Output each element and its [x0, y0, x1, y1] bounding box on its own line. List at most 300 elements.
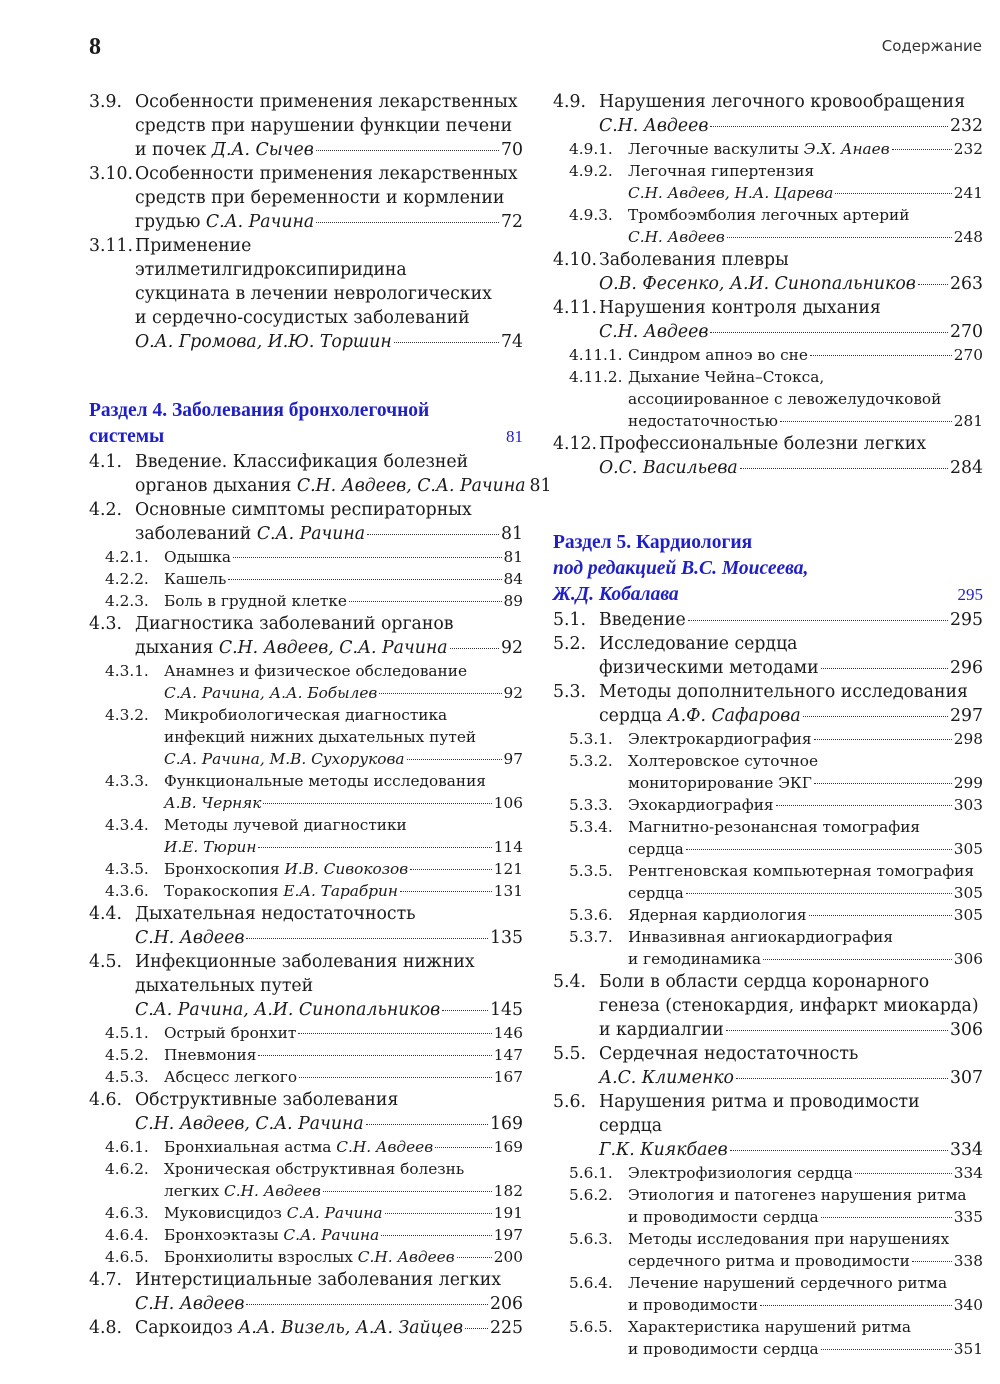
entry-number: 4.2.1. [105, 548, 149, 566]
dot-leader [803, 716, 948, 717]
dot-leader [730, 1150, 948, 1151]
toc-entry[interactable] [89, 1246, 523, 1268]
entry-page-number: 284 [950, 458, 983, 478]
entry-title-line: Диагностика заболеваний органов [135, 614, 454, 634]
dot-leader [379, 693, 501, 694]
entry-author: С.Н. Авдеев [336, 1138, 434, 1156]
toc-entry[interactable] [553, 794, 983, 816]
entry-title-line: Особенности применения лекарственных [135, 92, 518, 112]
toc-group [553, 608, 983, 1360]
dot-leader [892, 149, 952, 150]
entry-title: мониторирование ЭКГ [628, 774, 812, 792]
entry-number: 4.6.3. [105, 1204, 149, 1222]
toc-entry[interactable] [553, 1184, 983, 1228]
toc-entry[interactable] [89, 1158, 523, 1202]
entry-page-number: 281 [953, 412, 983, 430]
entry-title: и проводимости сердца [628, 1340, 819, 1358]
entry-page-number: 167 [493, 1068, 523, 1086]
toc-group [553, 90, 983, 480]
entry-page-number: 81 [529, 476, 552, 496]
dot-leader [407, 759, 502, 760]
entry-number: 5.3.7. [569, 928, 613, 946]
entry-title-line: Микробиологическая диагностика [164, 706, 448, 724]
toc-group [89, 450, 552, 1340]
entry-author: С.Н. Авдеев, С.А. Рачина [218, 638, 448, 658]
entry-title-line: Рентгеновская компьютерная томография [628, 862, 975, 880]
section-title-line: Раздел 4. Заболевания бронхолегочной [89, 400, 430, 421]
dot-leader [776, 805, 952, 806]
entry-number: 4.6.5. [105, 1248, 149, 1266]
entry-title: Пневмония [164, 1046, 257, 1064]
entry-page-number: 307 [950, 1068, 983, 1088]
toc-entry[interactable] [89, 498, 523, 546]
entry-title-line: Особенности применения лекарственных [135, 164, 518, 184]
entry-title: Легочные васкулиты [628, 140, 804, 158]
entry-title: сердца [599, 706, 668, 726]
entry-page-number: 84 [503, 570, 523, 588]
entry-page-number: 146 [493, 1024, 523, 1042]
entry-number: 3.10. [89, 164, 133, 184]
toc-entry[interactable] [89, 1136, 523, 1158]
entry-number: 5.3.5. [569, 862, 613, 880]
entry-page-number: 305 [953, 840, 983, 858]
entry-page-number: 197 [493, 1226, 523, 1244]
entry-title-line: Хроническая обструктивная болезнь [164, 1160, 465, 1178]
toc-entry[interactable] [553, 160, 983, 204]
toc-entry[interactable] [89, 950, 523, 1022]
entry-title-line: ассоциированное с левожелудочковой [628, 390, 942, 408]
entry-page-number: 225 [490, 1318, 523, 1338]
toc-entry[interactable] [553, 608, 983, 632]
entry-number: 4.5.2. [105, 1046, 149, 1064]
entry-title: Бронхоэктазы [164, 1226, 284, 1244]
dot-leader [821, 1349, 952, 1350]
entry-title-line: Интерстициальные заболевания легких [135, 1270, 502, 1290]
entry-number: 4.2.3. [105, 592, 149, 610]
toc-column-left [89, 90, 552, 1340]
entry-author: А.А. Визель, А.А. Зайцев [238, 1318, 464, 1338]
entry-author: С.Н. Авдеев [135, 1294, 245, 1314]
toc-entry[interactable] [553, 728, 983, 750]
entry-page-number: 145 [490, 1000, 523, 1020]
toc-entry[interactable] [89, 546, 523, 568]
entry-page-number: 182 [493, 1182, 523, 1200]
entry-title-line: генеза (стенокардия, инфаркт миокарда) [599, 996, 979, 1016]
dot-leader [323, 1191, 492, 1192]
entry-title: Кашель [164, 570, 227, 588]
dot-leader [450, 648, 499, 649]
entry-author: О.В. Фесенко, А.И. Синопальников [599, 274, 916, 294]
entry-number: 4.6. [89, 1090, 122, 1110]
toc-entry[interactable] [89, 880, 523, 902]
dot-leader [740, 468, 948, 469]
entry-title: грудью [135, 212, 206, 232]
entry-number: 4.5. [89, 952, 122, 972]
entry-page-number: 296 [950, 658, 983, 678]
entry-author: А.Ф. Сафарова [667, 706, 801, 726]
dot-leader [298, 1033, 492, 1034]
entry-page-number: 106 [493, 794, 523, 812]
entry-page-number: 340 [953, 1296, 983, 1314]
section-heading-4[interactable] [89, 398, 523, 450]
dot-leader [263, 803, 491, 804]
entry-title: сердца [628, 840, 684, 858]
dot-leader [821, 1217, 952, 1218]
page-number: 8 [89, 34, 101, 60]
entry-title-line: Нарушения контроля дыхания [599, 298, 881, 318]
toc-entry[interactable] [553, 296, 983, 344]
entry-author: С.Н. Авдеев [357, 1248, 455, 1266]
entry-page-number: 270 [950, 322, 983, 342]
entry-title: сердца [628, 884, 684, 902]
entry-number: 4.9.3. [569, 206, 613, 224]
dot-leader [246, 938, 488, 939]
entry-number: 4.9. [553, 92, 586, 112]
entry-title: и проводимости [628, 1296, 759, 1314]
entry-title: Боль в грудной клетке [164, 592, 347, 610]
entry-author: Э.Х. Анаев [803, 140, 890, 158]
entry-number: 4.5.3. [105, 1068, 149, 1086]
entry-number: 5.6.3. [569, 1230, 613, 1248]
entry-page-number: 232 [950, 116, 983, 136]
dot-leader [810, 355, 952, 356]
entry-author: С.А. Рачина, М.В. Сухорукова [164, 750, 405, 768]
toc-entry[interactable] [553, 1162, 983, 1184]
dot-leader [710, 126, 948, 127]
entry-page-number: 191 [493, 1204, 523, 1222]
entry-author: С.Н. Авдеев, С.А. Рачина [135, 1114, 364, 1134]
entry-page-number: 351 [953, 1340, 983, 1358]
entry-author: С.Н. Авдеев, С.А. Рачина [296, 476, 526, 496]
dot-leader [763, 959, 952, 960]
entry-page-number: 72 [501, 212, 523, 232]
entry-number: 4.6.1. [105, 1138, 149, 1156]
entry-number: 4.3.2. [105, 706, 149, 724]
entry-title: Эхокардиография [628, 796, 774, 814]
entry-title: Саркоидоз [135, 1318, 239, 1338]
entry-title: Муковисцидоз [164, 1204, 287, 1222]
dot-leader [246, 1304, 488, 1305]
entry-page-number: 135 [490, 928, 523, 948]
dot-leader [258, 847, 491, 848]
entry-page-number: 334 [953, 1164, 983, 1182]
entry-page-number: 70 [501, 140, 523, 160]
entry-number: 4.1. [89, 452, 122, 472]
entry-title: и кардиалгии [599, 1020, 724, 1040]
entry-number: 4.5.1. [105, 1024, 149, 1042]
entry-page-number: 305 [953, 906, 983, 924]
entry-page-number: 147 [493, 1046, 523, 1064]
section-heading-5[interactable] [553, 530, 983, 608]
entry-number: 5.6.1. [569, 1164, 613, 1182]
entry-title-line: Методы лучевой диагностики [164, 816, 407, 834]
toc-entry[interactable] [89, 162, 523, 234]
toc-entry[interactable] [553, 970, 983, 1042]
toc-entry[interactable] [89, 1022, 523, 1044]
entry-page-number: 306 [953, 950, 983, 968]
toc-entry[interactable] [553, 860, 983, 904]
entry-title: органов дыхания [135, 476, 297, 496]
entry-page-number: 81 [501, 524, 523, 544]
entry-title: Электрофизиология сердца [628, 1164, 853, 1182]
toc-entry[interactable] [553, 926, 983, 970]
toc-entry[interactable] [89, 1316, 523, 1340]
entry-title-line: Основные симптомы респираторных [135, 500, 472, 520]
entry-title-line: Обструктивные заболевания [135, 1090, 399, 1110]
entry-title: Бронхиолиты взрослых [164, 1248, 358, 1266]
entry-title-line: Инфекционные заболевания нижних [135, 952, 475, 972]
entry-number: 3.11. [89, 236, 133, 256]
dot-leader [710, 332, 948, 333]
entry-title: и гемодинамика [628, 950, 761, 968]
toc-entry[interactable] [89, 858, 523, 880]
toc-entry[interactable] [553, 1042, 983, 1090]
entry-page-number: 206 [490, 1294, 523, 1314]
toc-entry[interactable] [89, 450, 552, 498]
entry-page-number: 97 [503, 750, 523, 768]
entry-page-number: 92 [501, 638, 523, 658]
toc-entry[interactable] [553, 1090, 983, 1162]
dot-leader [233, 557, 501, 558]
toc-entry[interactable] [553, 432, 983, 480]
toc-entry[interactable] [89, 590, 523, 612]
entry-title: дыхания [135, 638, 219, 658]
entry-title: сердечного ритма и проводимости [628, 1252, 910, 1270]
entry-title: Бронхиальная астма [164, 1138, 337, 1156]
entry-author: С.А. Рачина, А.А. Бобылев [164, 684, 378, 702]
entry-author: С.Н. Авдеев [135, 928, 245, 948]
toc-entry[interactable] [89, 234, 523, 354]
entry-number: 4.3. [89, 614, 122, 634]
entry-number: 4.10. [553, 250, 597, 270]
toc-entry[interactable] [553, 1316, 983, 1360]
entry-number: 4.3.5. [105, 860, 149, 878]
running-head: Содержание [881, 37, 982, 55]
entry-author: С.А. Рачина, А.И. Синопальников [135, 1000, 441, 1020]
dot-leader [228, 579, 501, 580]
entry-title-line: Методы дополнительного исследования [599, 682, 968, 702]
entry-number: 5.1. [553, 610, 586, 630]
dot-leader [410, 869, 492, 870]
entry-page-number: 305 [953, 884, 983, 902]
toc-entry[interactable] [553, 366, 983, 432]
entry-title-line: Исследование сердца [599, 634, 798, 654]
entry-title-line: Инвазивная ангиокардиография [628, 928, 894, 946]
entry-number: 5.6.5. [569, 1318, 613, 1336]
toc-entry[interactable] [89, 90, 523, 162]
toc-entry[interactable] [89, 814, 523, 858]
entry-author: С.Н. Авдеев [224, 1182, 321, 1200]
entry-author: С.А. Рачина [205, 212, 315, 232]
entry-number: 4.3.6. [105, 882, 149, 900]
dot-leader [736, 1078, 948, 1079]
dot-leader [316, 150, 499, 151]
entry-title-line: Применение этилметилгидроксипиридина [135, 236, 407, 280]
toc-entry[interactable] [89, 568, 523, 590]
entry-title-line: Тромбоэмболия легочных артерий [628, 206, 910, 224]
dot-leader [814, 783, 952, 784]
entry-title: недостаточностью [628, 412, 778, 430]
entry-title: Электрокардиография [628, 730, 812, 748]
entry-number: 4.3.1. [105, 662, 149, 680]
entry-author: Д.А. Сычев [211, 140, 314, 160]
entry-author: С.Н. Авдеев, Н.А. Царева [628, 184, 834, 202]
entry-number: 5.3. [553, 682, 586, 702]
entry-title-line: Дыхание Чейна–Стокса, [628, 368, 825, 386]
toc-entry[interactable] [89, 1202, 523, 1224]
entry-page-number: 297 [950, 706, 983, 726]
toc-entry[interactable] [553, 1272, 983, 1316]
toc-entry[interactable] [553, 344, 983, 366]
toc-entry[interactable] [553, 750, 983, 794]
entry-title-line: Этиология и патогенез нарушения ритма [628, 1186, 967, 1204]
entry-page-number: 121 [493, 860, 523, 878]
entry-number: 4.11. [553, 298, 597, 318]
entry-title: Торакоскопия [164, 882, 284, 900]
entry-author: А.С. Клименко [599, 1068, 734, 1088]
dot-leader [400, 891, 492, 892]
entry-author: И.Е. Тюрин [164, 838, 257, 856]
section-title-line: системы [89, 426, 165, 447]
entry-number: 4.3.4. [105, 816, 149, 834]
dot-leader [316, 222, 499, 223]
entry-author: Г.К. Киякбаев [599, 1140, 728, 1160]
toc-entry[interactable] [89, 1088, 523, 1136]
toc-entry[interactable] [89, 1066, 523, 1088]
toc-entry[interactable] [89, 612, 523, 660]
entry-title-line: инфекций нижних дыхательных путей [164, 728, 477, 746]
entry-number: 4.2.2. [105, 570, 149, 588]
entry-title-line: Боли в области сердца коронарного [599, 972, 930, 992]
entry-title-line: сукцината в лечении неврологических [135, 284, 492, 304]
toc-entry[interactable] [89, 770, 523, 814]
dot-leader [727, 237, 952, 238]
toc-entry[interactable] [553, 90, 983, 138]
entry-title: заболеваний [135, 524, 257, 544]
entry-title-line: Введение. Классификация болезней [135, 452, 469, 472]
toc-column-right [553, 90, 983, 1360]
entry-title-line: Заболевания плевры [599, 250, 789, 270]
entry-page-number: 295 [950, 610, 983, 630]
toc-entry[interactable] [89, 1224, 523, 1246]
entry-page-number: 263 [950, 274, 983, 294]
entry-number: 3.9. [89, 92, 122, 112]
entry-page-number: 248 [953, 228, 983, 246]
entry-number: 5.3.2. [569, 752, 613, 770]
toc-entry[interactable] [553, 632, 983, 680]
entry-author: С.Н. Авдеев [628, 228, 725, 246]
entry-number: 5.3.6. [569, 906, 613, 924]
entry-title-line: средств при беременности и кормлении [135, 188, 505, 208]
entry-page-number: 335 [953, 1208, 983, 1226]
toc-entry[interactable] [89, 704, 523, 770]
toc-entry[interactable] [553, 1228, 983, 1272]
entry-number: 5.3.4. [569, 818, 613, 836]
entry-author: Е.А. Тарабрин [283, 882, 398, 900]
section-editor-line: под редакцией В.С. Моисеева, [553, 558, 809, 579]
entry-title-line: Лечение нарушений сердечного ритма [628, 1274, 948, 1292]
entry-number: 5.4. [553, 972, 586, 992]
entry-title: физическими методами [599, 658, 819, 678]
dot-leader [442, 1010, 488, 1011]
dot-leader [809, 915, 952, 916]
entry-title-line: Холтеровское суточное [628, 752, 819, 770]
entry-page-number: 303 [953, 796, 983, 814]
entry-number: 4.12. [553, 434, 597, 454]
entry-author: С.А. Рачина [286, 1204, 383, 1222]
toc-entry[interactable] [553, 904, 983, 926]
entry-title: Синдром апноэ во сне [628, 346, 808, 364]
toc-entry[interactable] [553, 680, 983, 728]
dot-leader [465, 1328, 488, 1329]
entry-number: 4.7. [89, 1270, 122, 1290]
dot-leader [258, 1055, 491, 1056]
toc-entry[interactable] [553, 816, 983, 860]
entry-title-line: средств при нарушении функции печени [135, 116, 513, 136]
section-title-line: Раздел 5. Кардиология [553, 532, 753, 553]
toc-entry[interactable] [89, 902, 523, 950]
dot-leader [726, 1030, 948, 1031]
entry-title: Введение [599, 610, 686, 630]
toc-entry[interactable] [553, 248, 983, 296]
entry-title: и проводимости сердца [628, 1208, 819, 1226]
entry-page-number: 338 [953, 1252, 983, 1270]
dot-leader [299, 1077, 492, 1078]
section-editor-line: Ж.Д. Кобалава [553, 584, 679, 605]
entry-page-number: 81 [503, 548, 523, 566]
entry-page-number: 92 [503, 684, 523, 702]
toc-entry[interactable] [89, 1044, 523, 1066]
entry-page-number: 241 [953, 184, 983, 202]
entry-page-number: 131 [493, 882, 523, 900]
entry-page-number: 298 [953, 730, 983, 748]
entry-number: 5.6.4. [569, 1274, 613, 1292]
entry-number: 4.9.1. [569, 140, 613, 158]
dot-leader [814, 739, 952, 740]
dot-leader [394, 342, 499, 343]
entry-number: 5.5. [553, 1044, 586, 1064]
entry-number: 4.3.3. [105, 772, 149, 790]
dot-leader [349, 601, 502, 602]
entry-title-line: Профессиональные болезни легких [599, 434, 927, 454]
entry-title-line: Нарушения ритма и проводимости сердца [599, 1092, 920, 1136]
entry-number: 4.6.2. [105, 1160, 149, 1178]
dot-leader [366, 1124, 488, 1125]
dot-leader [367, 534, 499, 535]
entry-title: Одышка [164, 548, 232, 566]
dot-leader [686, 849, 952, 850]
toc-group [89, 90, 523, 354]
toc-entry[interactable] [89, 660, 523, 704]
entry-title-line: дыхательных путей [135, 976, 314, 996]
dot-leader [835, 193, 951, 194]
entry-number: 4.4. [89, 904, 122, 924]
entry-page-number: 89 [503, 592, 523, 610]
entry-title-line: Нарушения легочного кровообращения [599, 92, 966, 112]
entry-title-line: Характеристика нарушений ритма [628, 1318, 912, 1336]
dot-leader [912, 1261, 952, 1262]
toc-entry[interactable] [553, 204, 983, 248]
toc-entry[interactable] [553, 138, 983, 160]
entry-number: 4.11.1. [569, 346, 623, 364]
entry-page-number: 169 [493, 1138, 523, 1156]
entry-author: И.В. Сивокозов [284, 860, 409, 878]
entry-page-number: 232 [953, 140, 983, 158]
entry-title-line: и сердечно-сосудистых заболеваний [135, 308, 470, 328]
entry-number: 5.3.3. [569, 796, 613, 814]
toc-entry[interactable] [89, 1268, 523, 1316]
entry-number: 4.11.2. [569, 368, 623, 386]
